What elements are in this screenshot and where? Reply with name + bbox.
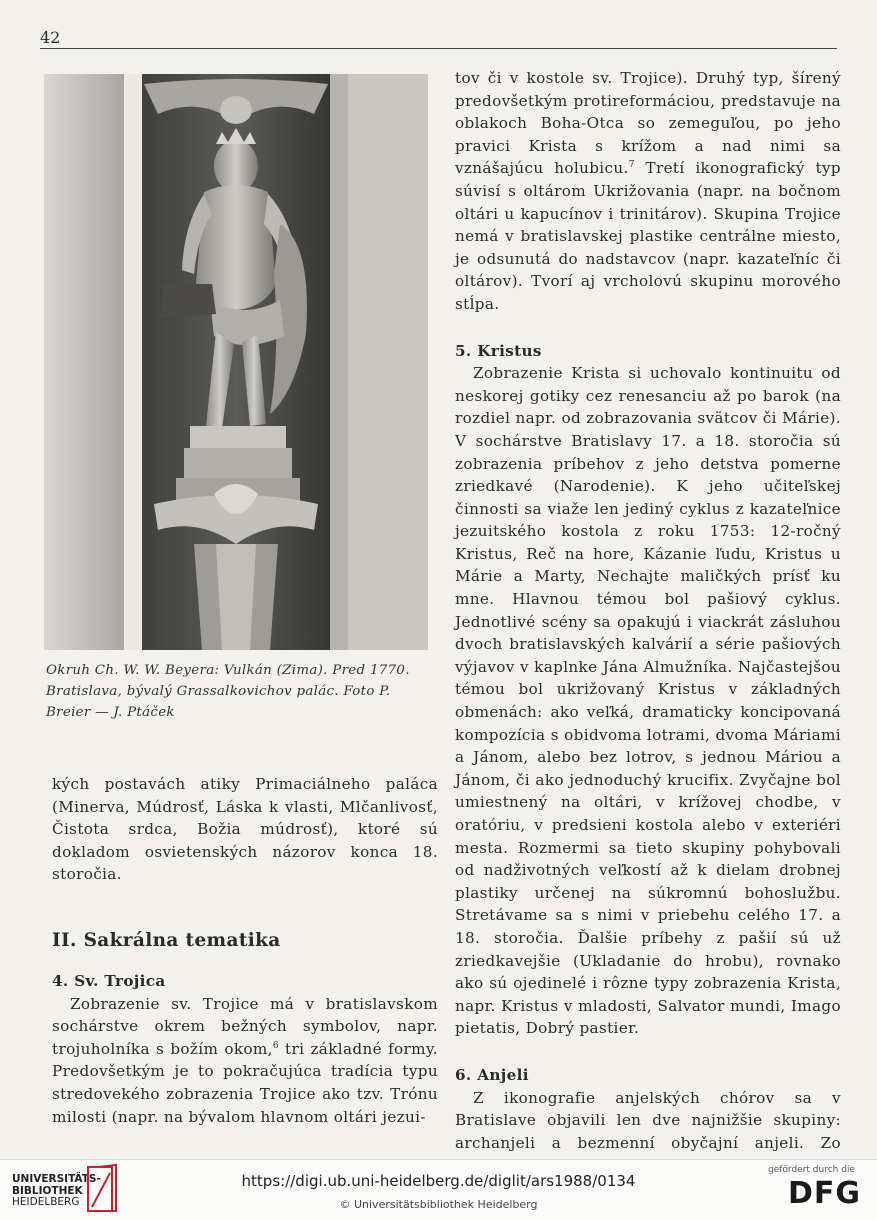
subsection-heading-trojica: 4. Sv. Trojica — [52, 971, 166, 990]
header-rule — [40, 48, 837, 49]
copyright-notice: © Universitätsbibliothek Heidelberg — [339, 1198, 538, 1211]
footnote-ref-7[interactable]: 7 — [628, 160, 635, 171]
left-column — [52, 773, 438, 1128]
vulcan-statue-image — [44, 74, 428, 650]
trojica-text-part-1: Zobrazenie sv. Trojice má v bratislavskom sochárstve okrem bežných symbolov, napr. trojuholníka s božím okom, — [52, 994, 438, 1058]
dfg-logo[interactable]: DFG — [787, 1176, 861, 1211]
section-heading: II. Sakrálna tematika — [52, 929, 281, 951]
subsection-heading-kristus: 5. Kristus — [455, 341, 542, 360]
trojica-cont-part-1: tov či v kostole sv. Trojice). Druhý typ, šírený predovšetkým protireformáciou, predstavuje na oblakoch Boha-Otca so zemeguľou, po jeho pravici Krista s krížom a nad nimi sa vznášajúcu holubicu. — [455, 69, 841, 178]
continuation-paragraph: kých postavách atiky Primaciálneho paláca (Minerva, Múdrosť, Láska k vlasti, Mlčanlivosť, Čistota srdca, Božia múdrosť), ktoré sú dokladom osvietenských názorov konca 18. storočia. — [52, 775, 438, 884]
permalink-url[interactable]: https://digi.ub.uni-heidelberg.de/diglit/ars1988/0134 — [241, 1172, 636, 1190]
funder-note: gefördert durch die — [768, 1165, 855, 1175]
right-column — [455, 67, 841, 1177]
statue-photograph — [44, 74, 428, 650]
subsection-heading-anjeli: 6. Anjeli — [455, 1065, 529, 1084]
trojica-paragraph — [52, 993, 438, 1129]
footnote-ref-6[interactable]: 6 — [272, 1040, 279, 1051]
library-name-line-2: BIBLIOTHEK — [12, 1184, 83, 1197]
trojica-cont-part-2: Tretí ikonografický typ súvisí s oltárom Ukrižovania (napr. na bočnom oltári u kapucínov i trinitárov). Skupina Trojice nemá v bratislavskej plastike centrálne miesto, je odsunutá do nadstavcov (napr. kazateľníc či oltárov). Tvorí aj vrcholovú skupinu morového stĺpa. — [455, 159, 841, 313]
viewer-footer — [0, 1159, 877, 1220]
library-name-line-3: HEIDELBERG — [12, 1196, 80, 1208]
page-number: 42 — [40, 28, 61, 47]
kristus-paragraph: Zobrazenie Krista si uchovalo kontinuitu od neskorej gotiky cez renesanciu až po barok (na rozdiel napr. od zobrazovania svätcov či Márie). V sochárstve Bratislavy 17. a 18. storočia sú zobrazenia príbehov z jeho detstva pomerne zriedkavé (Narodenie). K jeho učiteľskej činnosti sa viaže len jediný cyklus z kazateľnice jezuitského kostola z roku 1753: 12-ročný Kristus, Reč na hore, Kázanie ľudu, Kristus u Márie a Marty, Nechajte maličkých prísť ku mne. Hlavnou témou bol pašiový cyklus. Jednotlivé scény sa opakujú i viackrát zásluhou dvoch bratislavských kalvárií a série pašiových výjavov v kaplnke Jána Almužníka. Najčastejšou témou bol ukrižovaný Kristus v základných obmenách: ako veľká, dramaticky koncipovaná kompozícia s obidvoma lotrami, dvoma Máriami a Jánom, alebo bez lotrov, s jednou Máriou a Jánom, či ako jednoduchý krucifix. Zvyčajne bol umiestnený na oltári, v krížovej chodbe, v oratóriu, v predsieni kostola alebo v exteriéri mesta. Rozmermi sa tieto skupiny pohybovali od nadživotných veľkostí až k dielam drobnej plastiky určenej na súkromnú bohoslužbu. Stretávame sa s nimi v priebehu celého 17. a 18. storočia. Ďalšie príbehy z pašií sú už zriedkavejšie (Ukladanie do hrobu), rovnako ako sú ojedinelé i rôzne typy zobrazenia Krista, napr. Kristus v mladosti, Salvator mundi, Imago pietatis, Dobrý pastier. — [455, 364, 841, 1038]
figure-caption: Okruh Ch. W. W. Beyera: Vulkán (Zima). Pred 1770. Bratislava, bývalý Grassalkovichov palác. Foto P. Breier — J. Ptáček — [46, 663, 410, 720]
library-name-line-1: UNIVERSITÄTS- — [12, 1173, 101, 1185]
trojica-text-part-2: tri základné formy. Predovšetkým je to pokračujúca tradícia typu stredovekého zobrazenia Trojice ako tzv. Trónu milosti (napr. na bývalom hlavnom oltári jezui- — [52, 1039, 438, 1126]
anjeli-paragraph: Z ikonografie anjelských chórov sa v Bratislave objavili len dve najnižšie skupiny: archanjeli a bezmenní obyčajní anjeli. Zo — [455, 1088, 841, 1152]
trojica-continuation-paragraph — [455, 67, 841, 316]
